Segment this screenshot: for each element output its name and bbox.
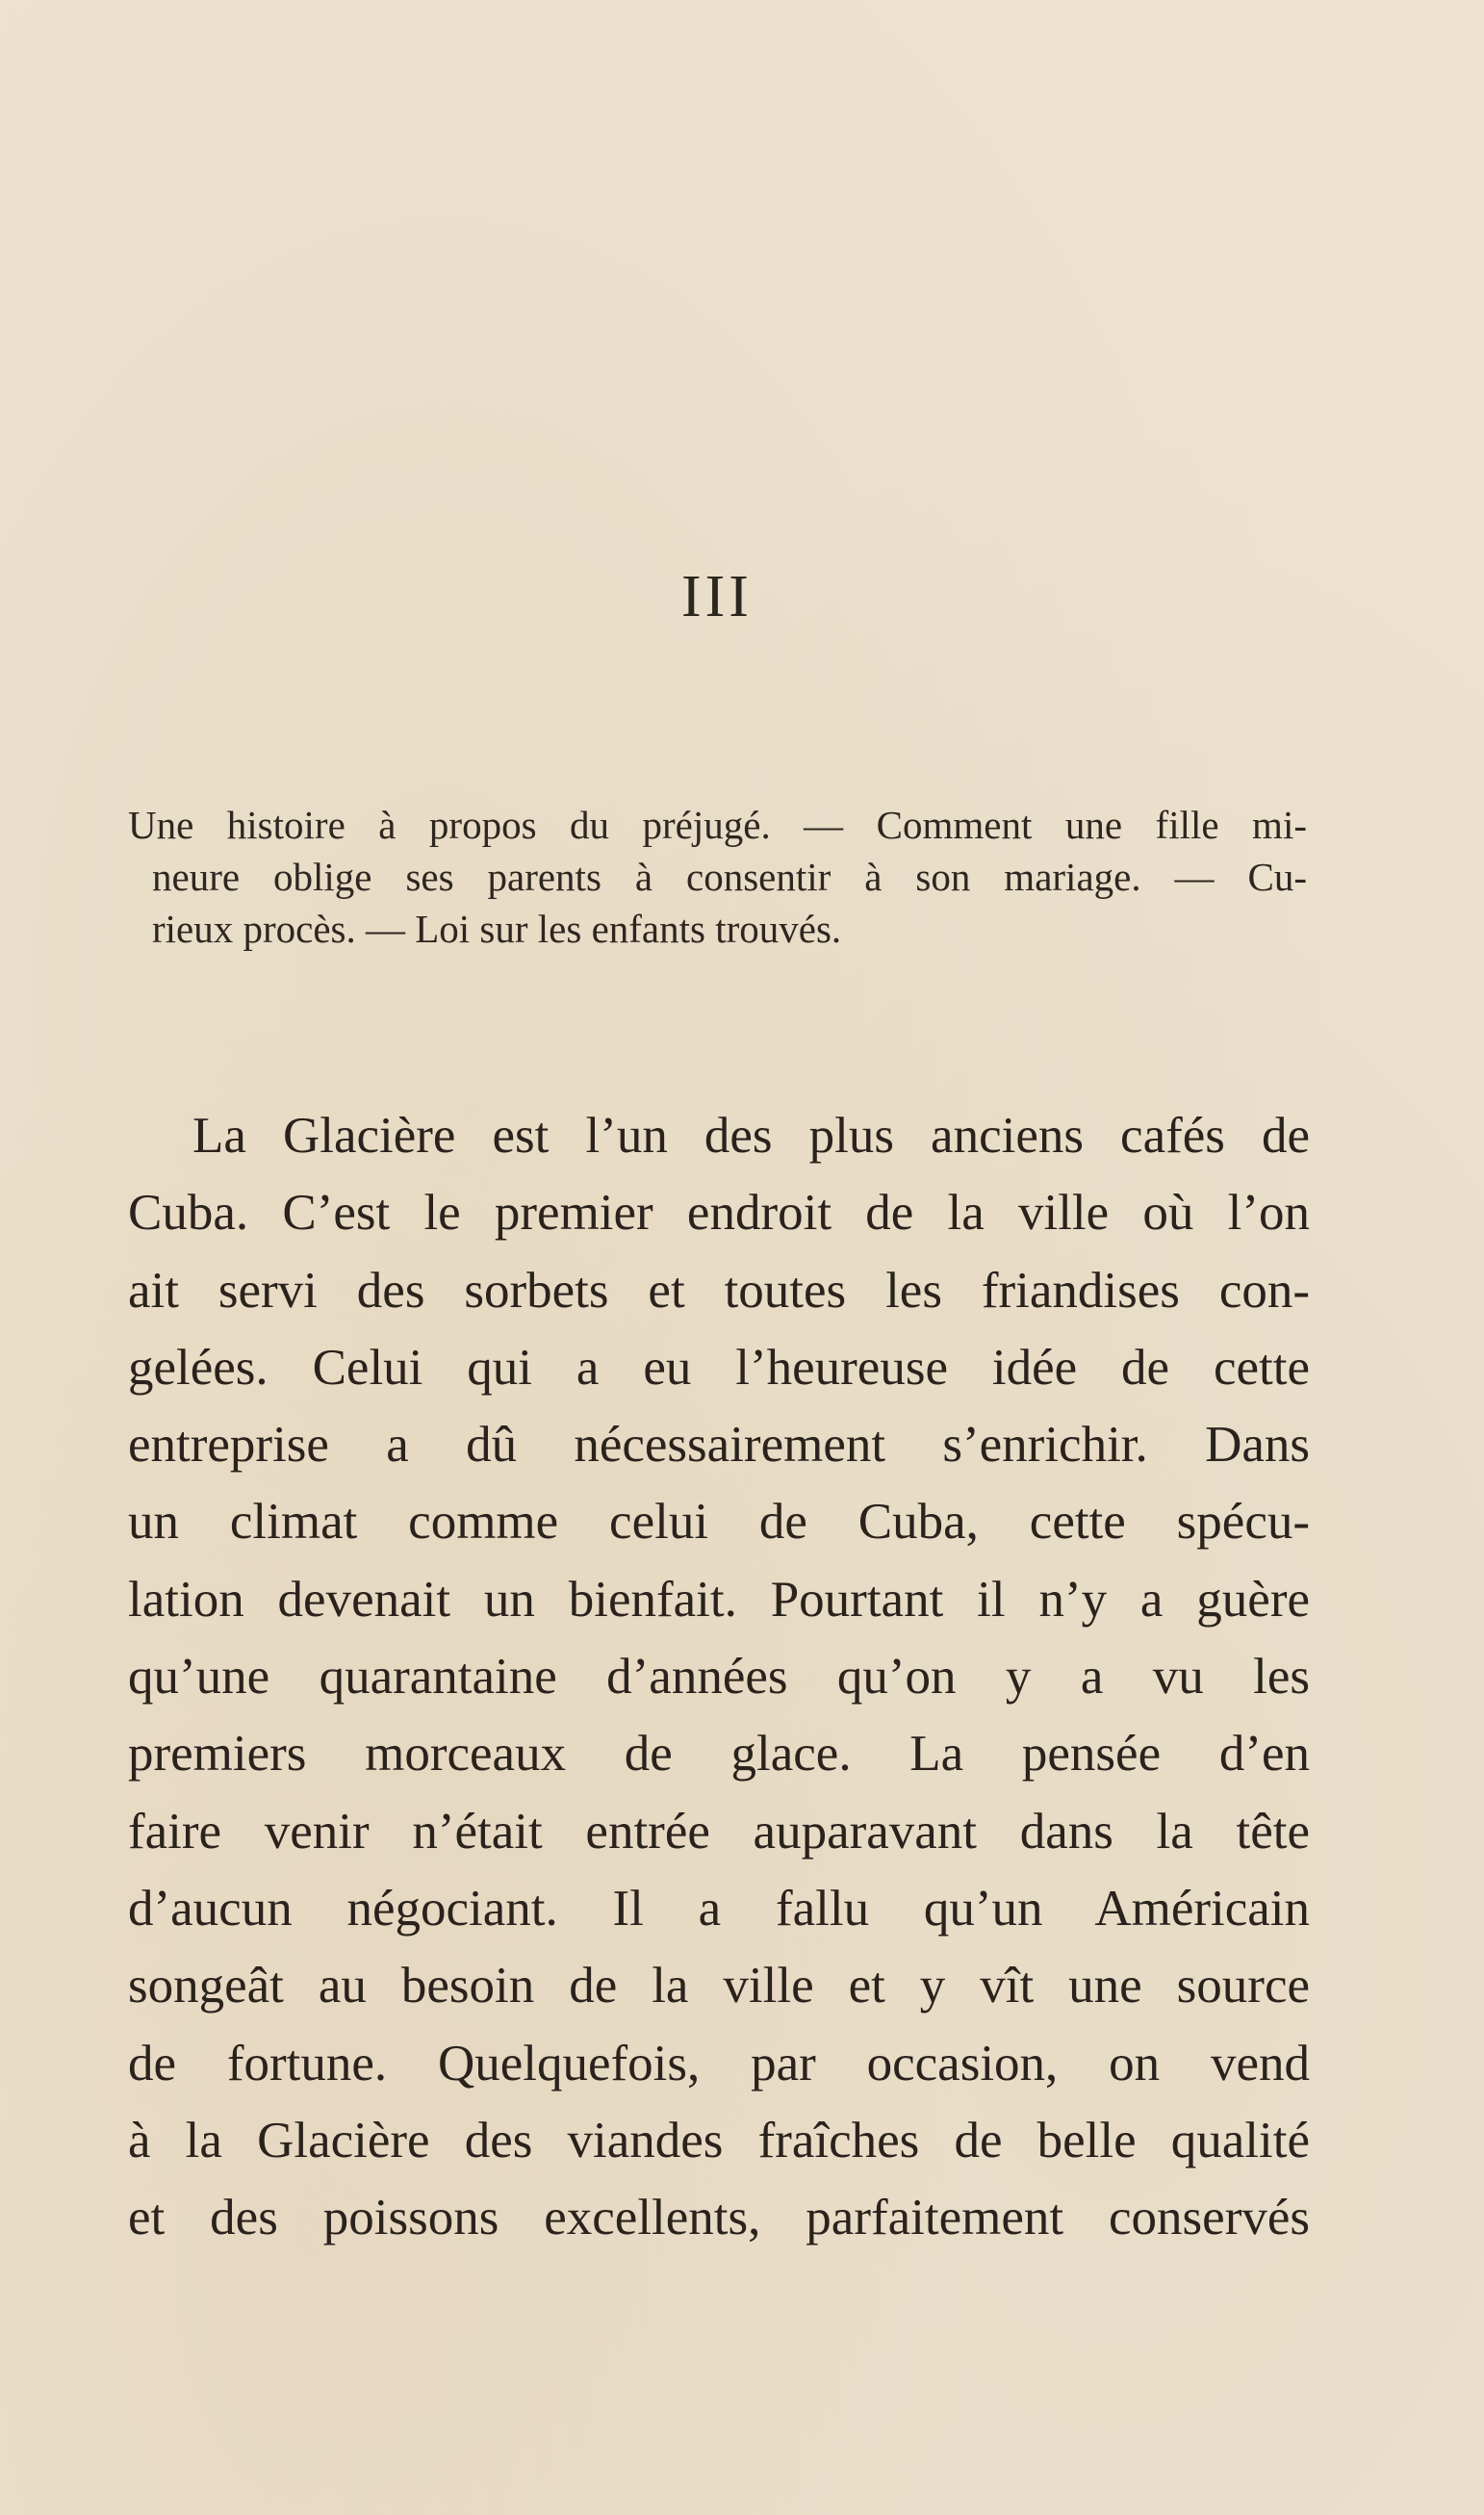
summary-line: neure oblige ses parents à consentir à son mariage. — Cu- (152, 855, 1307, 899)
text-line: premiers morceaux de glace. La pensée d’en (128, 1726, 1310, 1783)
text-line: entreprise a dû nécessairement s’enrichir. Dans (128, 1417, 1310, 1474)
body-paragraph (128, 1097, 1310, 2256)
chapter-number: III (681, 564, 753, 629)
text-line: de fortune. Quelquefois, par occasion, on vend (128, 2035, 1310, 2092)
text-line: un climat comme celui de Cuba, cette spécu- (128, 1494, 1310, 1551)
text-line: La Glacière est l’un des plus anciens cafés de (192, 1108, 1310, 1164)
text-line: songeât au besoin de la ville et y vît une source (128, 1958, 1310, 2015)
text-line: faire venir n’était entrée auparavant dans la tête (128, 1803, 1310, 1860)
text-line: qu’une quarantaine d’années qu’on y a vu les (128, 1649, 1310, 1706)
text-line: lation devenait un bienfait. Pourtant il n’y a guère (128, 1571, 1310, 1628)
text-line: Cuba. C’est le premier endroit de la ville où l’on (128, 1185, 1310, 1242)
text-line: à la Glacière des viandes fraîches de belle qualité (128, 2112, 1310, 2169)
text-line: ait servi des sorbets et toutes les friandises con- (128, 1262, 1310, 1319)
text-line: d’aucun négociant. Il a fallu qu’un Américain (128, 1880, 1310, 1937)
text-line: gelées. Celui qui a eu l’heureuse idée de cette (128, 1339, 1310, 1396)
text-line: et des poissons excellents, parfaitement conservés (128, 2190, 1310, 2246)
chapter-summary (128, 799, 1307, 955)
summary-line: Une histoire à propos du préjugé. — Comment une fille mi- (128, 803, 1307, 847)
summary-line: rieux procès. — Loi sur les enfants trouvés. (152, 907, 842, 951)
